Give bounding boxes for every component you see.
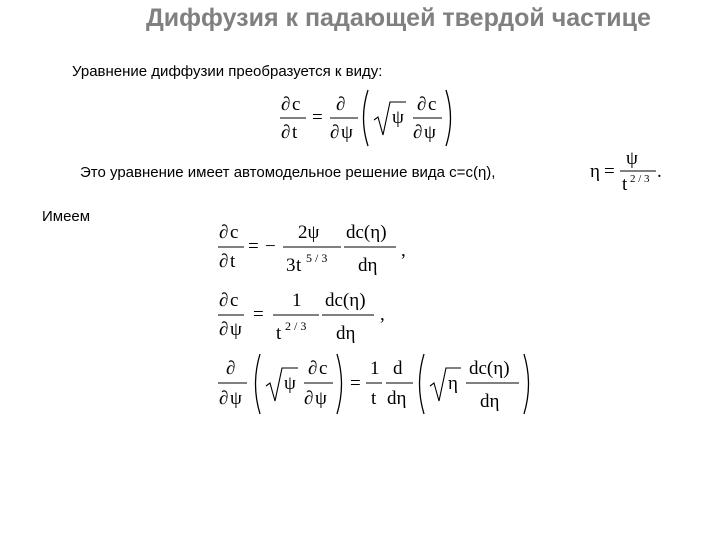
svg-text:t: t <box>276 323 282 344</box>
svg-text:c: c <box>230 222 239 243</box>
svg-text:dη: dη <box>336 323 356 344</box>
svg-text:=: = <box>350 373 361 394</box>
svg-text:5 / 3: 5 / 3 <box>306 251 328 265</box>
svg-text:,: , <box>401 240 406 261</box>
right-paren <box>337 354 342 414</box>
svg-text:ψ: ψ <box>424 122 436 143</box>
slide-title: Диффузия к падающей твердой частице <box>146 4 651 32</box>
svg-text:=: = <box>248 236 259 257</box>
svg-text:t: t <box>296 255 302 276</box>
svg-text:dη: dη <box>358 255 378 276</box>
svg-text:dη: dη <box>480 391 500 412</box>
svg-text:∂: ∂ <box>336 94 346 115</box>
svg-text:c: c <box>292 94 301 115</box>
svg-text:2 / 3: 2 / 3 <box>630 173 650 185</box>
svg-text:=: = <box>253 304 264 325</box>
have-label: Имеем <box>42 208 91 225</box>
svg-text:t: t <box>230 251 236 272</box>
svg-text:∂: ∂ <box>219 251 229 272</box>
svg-text:dc(η): dc(η) <box>346 222 387 243</box>
svg-text:.: . <box>657 161 662 182</box>
svg-text:ψ: ψ <box>230 319 242 340</box>
svg-text:d: d <box>393 358 403 379</box>
svg-text:t: t <box>292 122 298 143</box>
svg-text:∂: ∂ <box>219 319 229 340</box>
svg-text:ψ: ψ <box>284 373 296 394</box>
svg-text:∂: ∂ <box>413 122 423 143</box>
svg-text:∂: ∂ <box>219 388 229 409</box>
svg-text:ψ: ψ <box>230 388 242 409</box>
left-paren <box>364 90 369 146</box>
svg-text:ψ: ψ <box>392 107 404 128</box>
diffusion-equation <box>278 88 458 148</box>
svg-text:∂: ∂ <box>219 290 229 311</box>
svg-text:2 / 3: 2 / 3 <box>285 319 307 333</box>
time-derivative-equation <box>216 218 416 282</box>
svg-text:∂: ∂ <box>281 122 291 143</box>
intro-text: Уравнение диффузии преобразуется к виду: <box>72 63 383 80</box>
svg-text:η: η <box>448 373 458 394</box>
right-paren <box>524 354 529 414</box>
svg-text:−: − <box>265 236 276 257</box>
svg-text:t: t <box>371 388 377 409</box>
svg-text:ψ: ψ <box>315 388 327 409</box>
svg-text:∂: ∂ <box>304 388 314 409</box>
svg-text:η: η <box>590 161 600 182</box>
svg-text:∂: ∂ <box>417 94 427 115</box>
svg-text:∂: ∂ <box>308 358 318 379</box>
svg-text:c: c <box>428 94 437 115</box>
svg-text:3: 3 <box>286 255 296 276</box>
left-paren <box>420 354 425 414</box>
equals-sign: = <box>312 107 323 128</box>
partial-symbol: ∂ <box>281 94 291 115</box>
svg-text:c: c <box>319 358 328 379</box>
svg-text:t: t <box>622 174 628 195</box>
svg-text:ψ: ψ <box>341 122 353 143</box>
svg-text:∂: ∂ <box>330 122 340 143</box>
svg-text:dc(η): dc(η) <box>325 290 366 311</box>
svg-text:2ψ: 2ψ <box>298 222 320 243</box>
svg-text:=: = <box>604 161 615 182</box>
svg-text:ψ: ψ <box>626 148 638 169</box>
self-similar-text: Это уравнение имеет автомодельное решение вида c=c(η), <box>80 164 496 181</box>
eta-definition <box>590 150 665 196</box>
psi-derivative-equation <box>216 286 396 350</box>
svg-text:dc(η): dc(η) <box>469 358 510 379</box>
svg-text:∂: ∂ <box>226 358 236 379</box>
svg-text:dη: dη <box>387 388 407 409</box>
right-paren <box>446 90 451 146</box>
svg-text:,: , <box>380 304 385 325</box>
svg-text:∂: ∂ <box>219 222 229 243</box>
svg-text:1: 1 <box>370 358 380 379</box>
svg-text:1: 1 <box>292 290 302 311</box>
left-paren <box>256 354 261 414</box>
transformed-equation <box>216 352 536 418</box>
svg-text:c: c <box>230 290 239 311</box>
